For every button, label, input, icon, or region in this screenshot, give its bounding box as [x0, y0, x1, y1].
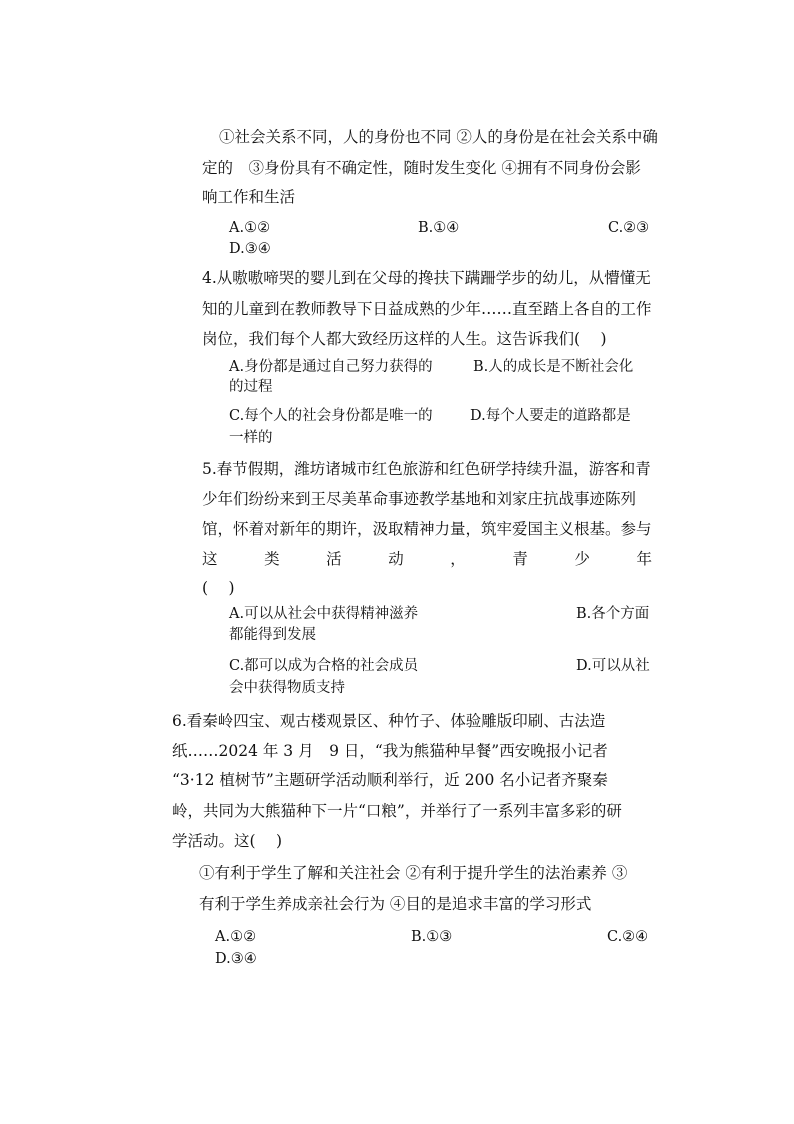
- q3-option-d: D.③④: [229, 241, 271, 257]
- q5-spread-char: 青: [512, 550, 528, 568]
- q6-stem-line-5: 学活动。这( ): [172, 832, 283, 850]
- q3-statement-line-3: 响工作和生活: [202, 188, 296, 206]
- q4-option-a: A.身份都是通过自己努力获得的: [229, 359, 433, 375]
- q5-stem-line-4: [202, 549, 652, 569]
- q5-spread-char: 类: [264, 550, 280, 568]
- q6-option-c: C.②④: [607, 929, 649, 945]
- q4-stem-line-2: 知的儿童到在教师教导下日益成熟的少年……直至踏上各自的工作: [202, 300, 652, 318]
- q6-stem-line-3: “3·12 植树节”主题研学活动顺利举行，近 200 名小记者齐聚秦: [172, 771, 608, 789]
- q5-stem-line-3: 馆，怀着对新年的期许，汲取精神力量，筑牢爱国主义根基。参与: [202, 520, 652, 538]
- q5-option-d: D.可以从社: [576, 658, 650, 674]
- q5-spread-char: 年: [636, 550, 652, 568]
- q5-option-b: B.各个方面: [576, 606, 650, 622]
- q4-stem-line-1: 4.从嗷嗷啼哭的婴儿到在父母的搀扶下蹒跚学步的幼儿，从懵懂无: [202, 269, 651, 287]
- q5-spread-char: 这: [202, 550, 218, 568]
- q3-statement-line-1: ①社会关系不同，人的身份也不同 ②人的身份是在社会关系中确: [219, 128, 658, 146]
- q6-stem-line-1: 6.看秦岭四宝、观古楼观景区、种竹子、体验雕版印刷、古法造: [172, 712, 606, 730]
- q5-stem-line-1: 5.春节假期，潍坊诸城市红色旅游和红色研学持续升温，游客和青: [202, 460, 651, 478]
- q5-option-b-cont: 都能得到发展: [229, 627, 316, 643]
- q6-option-d: D.③④: [215, 951, 257, 967]
- q6-option-b: B.①③: [411, 929, 453, 945]
- q5-answer-paren: ( ): [202, 579, 235, 597]
- q6-statement-line-1: ①有利于学生了解和关注社会 ②有利于提升学生的法治素养 ③: [199, 864, 628, 882]
- q6-option-a: A.①②: [215, 929, 257, 945]
- q4-stem-line-3: 岗位，我们每个人都大致经历这样的人生。这告诉我们( ): [202, 330, 607, 348]
- q3-statement-line-2: 定的 ③身份具有不确定性，随时发生变化 ④拥有不同身份会影: [202, 159, 641, 177]
- q5-spread-char: 少: [574, 550, 590, 568]
- q6-stem-line-2: 纸……2024 年 3 月 9 日，“我为熊猫种早餐”西安晚报小记者: [172, 742, 608, 760]
- q3-option-a: A.①②: [229, 220, 271, 236]
- q4-option-c: C.每个人的社会身份都是唯一的: [229, 408, 433, 424]
- q5-option-a: A.可以从社会中获得精神滋养: [229, 606, 419, 622]
- q3-option-c: C.②③: [608, 220, 650, 236]
- q5-option-d-cont: 会中获得物质支持: [229, 680, 345, 696]
- q4-option-b-cont: 的过程: [229, 379, 273, 395]
- q4-option-b: B.人的成长是不断社会化: [473, 359, 634, 375]
- q6-stem-line-4: 岭，共同为大熊猫种下一片“口粮”，并举行了一系列丰富多彩的研: [172, 802, 622, 820]
- q5-stem-line-2: 少年们纷纷来到王尽美革命事迹教学基地和刘家庄抗战事迹陈列: [202, 490, 637, 508]
- q5-spread-char: 活: [326, 550, 342, 568]
- q6-statement-line-2: 有利于学生养成亲社会行为 ④目的是追求丰富的学习形式: [199, 895, 592, 913]
- q5-spread-char: ，: [450, 550, 466, 568]
- q5-option-c: C.都可以成为合格的社会成员: [229, 658, 419, 674]
- q4-option-d-cont: 一样的: [229, 430, 273, 446]
- q5-spread-char: 动: [388, 550, 404, 568]
- q4-option-d: D.每个人要走的道路都是: [470, 408, 631, 424]
- q3-option-b: B.①④: [418, 220, 460, 236]
